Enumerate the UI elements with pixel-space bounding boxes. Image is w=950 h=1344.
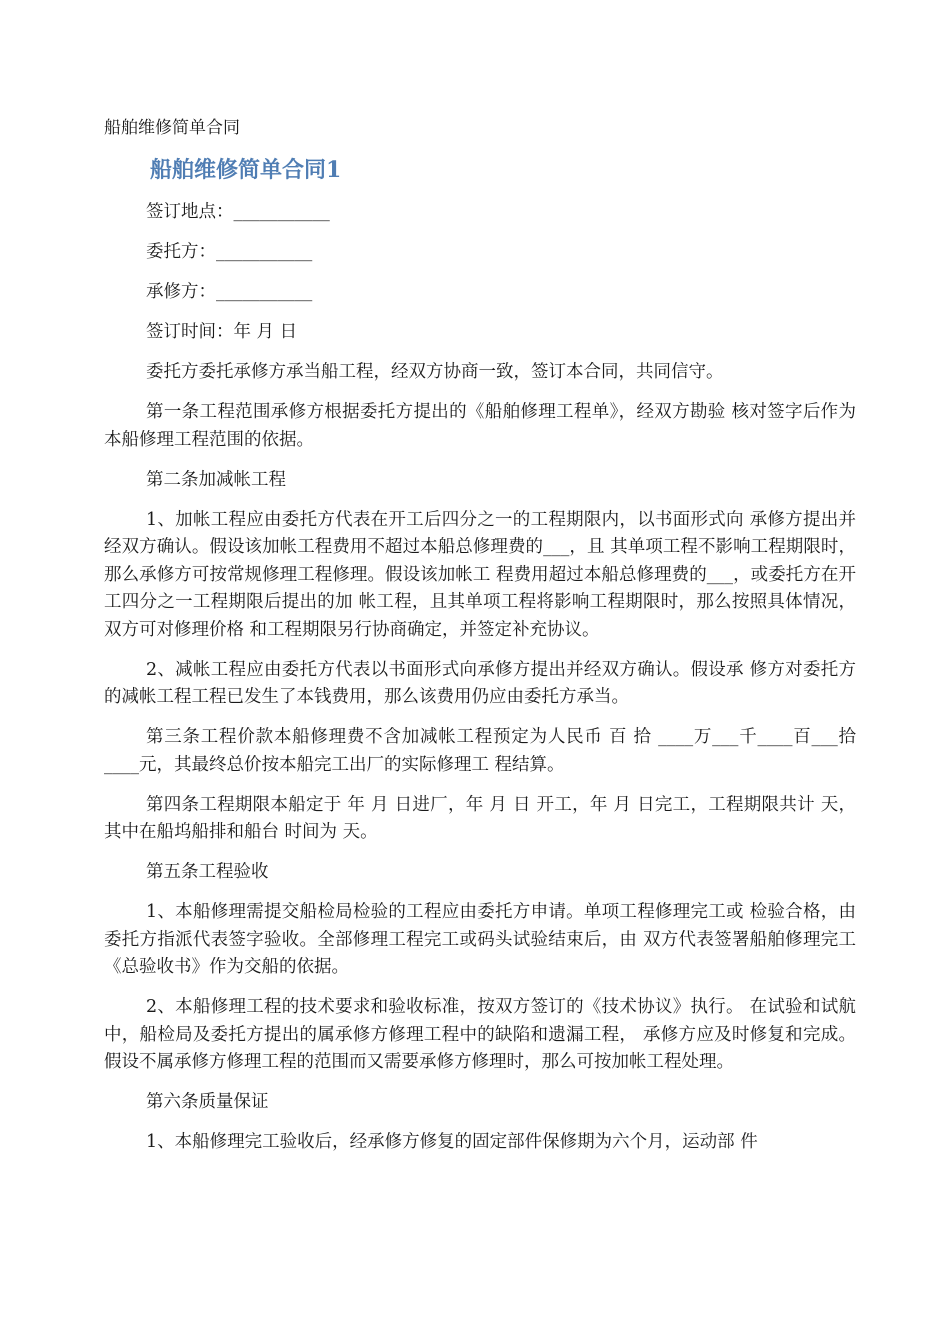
paragraph-intro: 委托方委托承修方承当船工程，经双方协商一致，签订本合同，共同信守。 (146, 362, 724, 382)
signing-date-field: 签订时间：年 月 日 (146, 322, 298, 342)
heading-article-2: 第二条加减帐工程 (146, 469, 286, 490)
paragraph-article-2-item-2: 2、减帐工程应由委托方代表以书面形式向承修方提出并经双方确认。假设承 修方对委托方的减帐工程工程已发生了本钱费用，那么该费用仍应由委托方承当。 (104, 659, 856, 707)
paragraph-article-1: 第一条工程范围承修方根据委托方提出的《船舶修理工程单》，经双方勘验 核对签字后作为本船修理工程范围的依据。 (104, 402, 856, 450)
contractor-field: 承修方：___________ (146, 282, 313, 302)
paragraph-article-3: 第三条工程价款本船修理费不含加减帐工程预定为人民币 百 拾 ____万___千____百___拾____元，其最终总价按本船完工出厂的实际修理工 程结算。 (104, 727, 856, 775)
paragraph-article-4: 第四条工程期限本船定于 年 月 日进厂，年 月 日 开工，年 月 日完工，工程期限共计 天，其中在船坞船排和船台 时间为 天。 (104, 794, 856, 842)
client-field: 委托方：___________ (146, 242, 313, 262)
heading-article-6: 第六条质量保证 (146, 1092, 269, 1112)
document-body (104, 199, 856, 1169)
heading-article-5: 第五条工程验收 (146, 862, 269, 882)
document-header: 船舶维修简单合同 (104, 118, 240, 138)
document-title: 船舶维修简单合同1 (150, 157, 342, 183)
paragraph-article-6-item-1: 1、本船修理完工验收后，经承修方修复的固定部件保修期为六个月，运动部 件 (146, 1132, 758, 1152)
paragraph-article-5-item-2: 2、本船修理工程的技术要求和验收标准，按双方签订的《技术协议》执行。 在试验和试航中，船检局及委托方提出的属承修方修理工程中的缺陷和遗漏工程， 承修方应及时修复和完成。假设不属承修方修理工程的范围而又需要承修方修理时，那么可按加帐工程处理。 (104, 997, 856, 1072)
signing-place-field: 签订地点：___________ (146, 202, 330, 222)
paragraph-article-5-item-1: 1、本船修理需提交船检局检验的工程应由委托方申请。单项工程修理完工或 检验合格，由委托方指派代表签字验收。全部修理工程完工或码头试验结束后，由 双方代表签署船舶修理完工《总验收书》作为交船的依据。 (104, 902, 856, 977)
paragraph-article-2-item-1: 1、加帐工程应由委托方代表在开工后四分之一的工程期限内，以书面形式向 承修方提出并经双方确认。假设该加帐工程费用不超过本船总修理费的___，且 其单项工程不影响工程期限时，那么承修方可按常规修理工程修理。假设该加帐工 程费用超过本船总修理费的___，或委托方在开工四分之一工程期限后提出的加 帐工程，且其单项工程将影响工程期限时，那么按照具体情况，双方可对修理价格 和工程期限另行协商确定，并签定补充协议。 (104, 509, 856, 640)
